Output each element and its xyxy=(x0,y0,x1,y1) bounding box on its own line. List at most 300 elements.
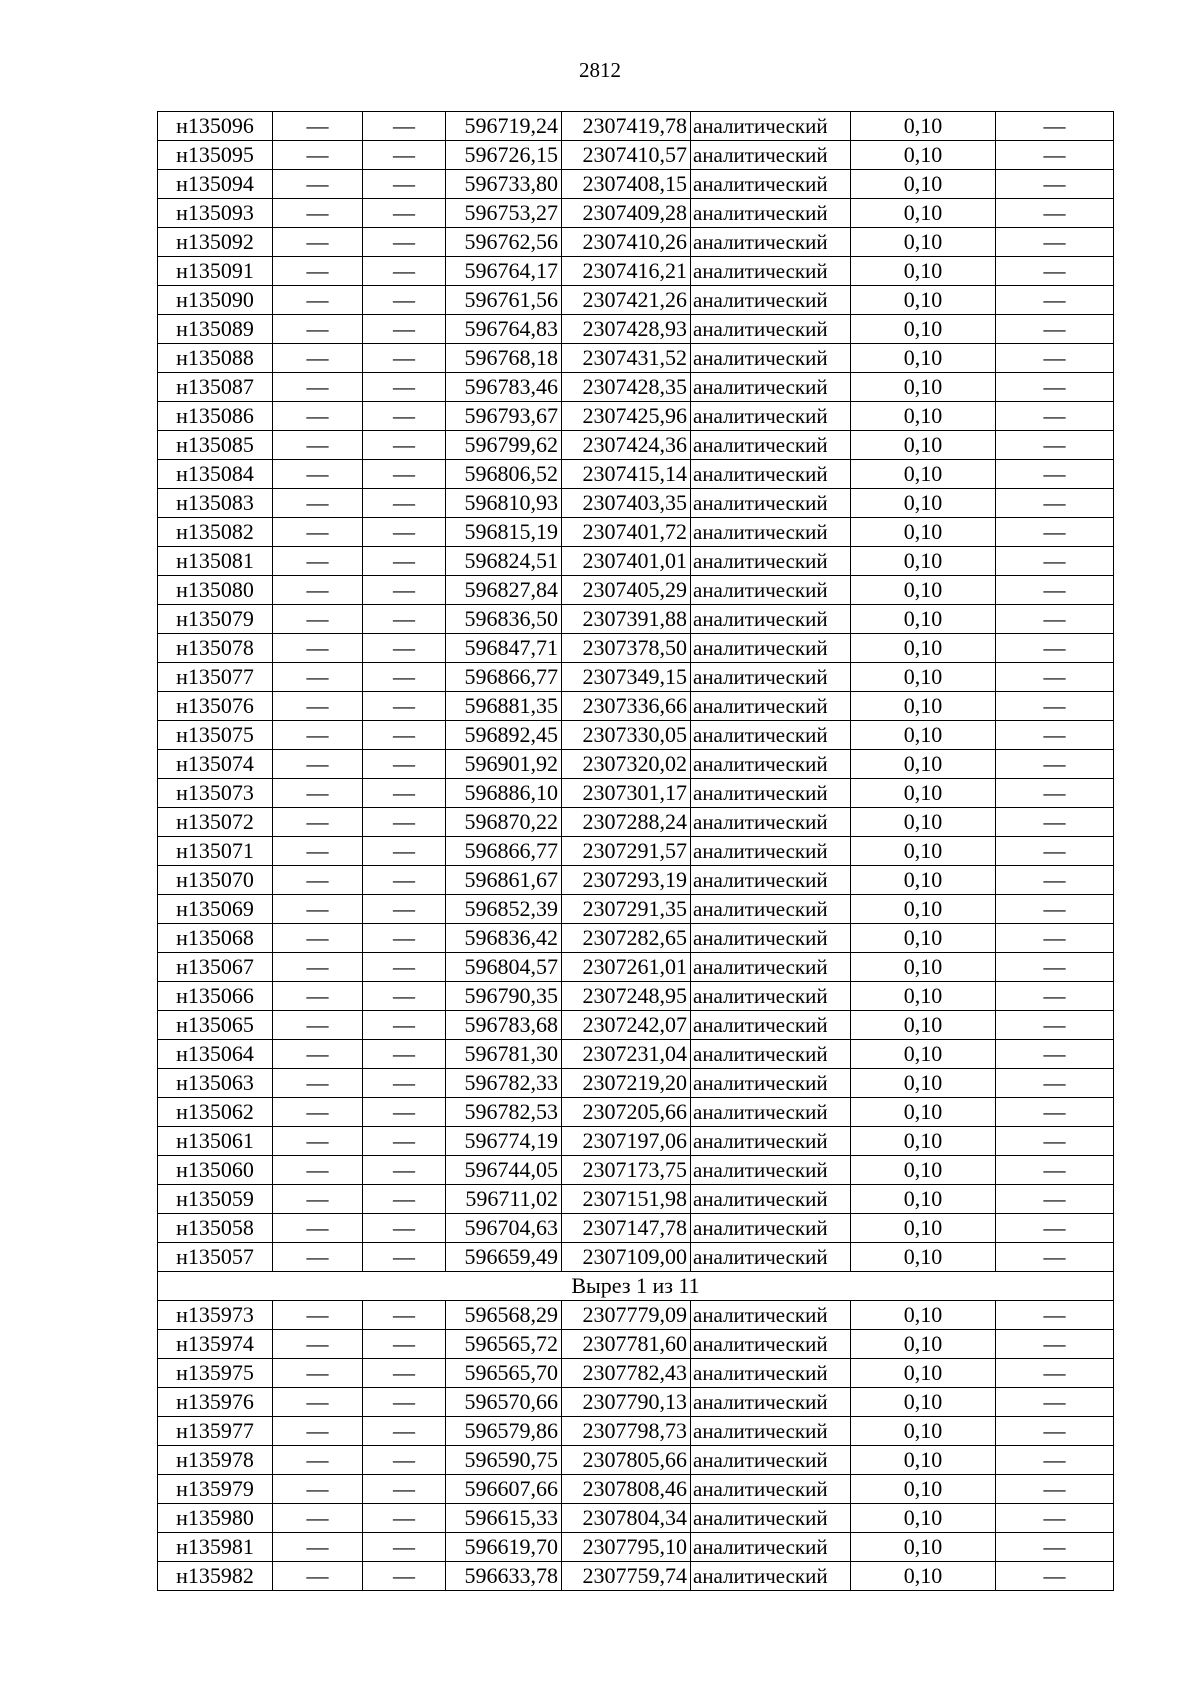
y-coordinate-cell: 2307219,20 xyxy=(562,1069,691,1098)
y-coordinate-cell: 2307431,52 xyxy=(562,344,691,373)
point-id-cell: н135077 xyxy=(158,663,273,692)
precision-cell: 0,10 xyxy=(851,663,996,692)
table-row xyxy=(158,141,1114,170)
x-coordinate-cell: 596719,24 xyxy=(446,112,562,141)
y-coordinate-cell: 2307415,14 xyxy=(562,460,691,489)
precision-cell: 0,10 xyxy=(851,1301,996,1330)
dash-cell: — xyxy=(996,1504,1114,1533)
dash-cell: — xyxy=(363,373,446,402)
dash-cell: — xyxy=(363,431,446,460)
x-coordinate-cell: 596866,77 xyxy=(446,663,562,692)
dash-cell: — xyxy=(273,402,363,431)
precision-cell: 0,10 xyxy=(851,1040,996,1069)
x-coordinate-cell: 596870,22 xyxy=(446,808,562,837)
point-id-cell: н135076 xyxy=(158,692,273,721)
y-coordinate-cell: 2307410,57 xyxy=(562,141,691,170)
point-id-cell: н135079 xyxy=(158,605,273,634)
x-coordinate-cell: 596892,45 xyxy=(446,721,562,750)
y-coordinate-cell: 2307291,35 xyxy=(562,895,691,924)
precision-cell: 0,10 xyxy=(851,1388,996,1417)
point-id-cell: н135976 xyxy=(158,1388,273,1417)
y-coordinate-cell: 2307349,15 xyxy=(562,663,691,692)
dash-cell: — xyxy=(363,402,446,431)
dash-cell: — xyxy=(996,634,1114,663)
dash-cell: — xyxy=(996,866,1114,895)
y-coordinate-cell: 2307336,66 xyxy=(562,692,691,721)
point-id-cell: н135081 xyxy=(158,547,273,576)
y-coordinate-cell: 2307808,46 xyxy=(562,1475,691,1504)
precision-cell: 0,10 xyxy=(851,1330,996,1359)
table-row xyxy=(158,721,1114,750)
precision-cell: 0,10 xyxy=(851,1446,996,1475)
method-cell: аналитический xyxy=(691,808,851,837)
point-id-cell: н135060 xyxy=(158,1156,273,1185)
method-cell: аналитический xyxy=(691,866,851,895)
dash-cell: — xyxy=(363,721,446,750)
dash-cell: — xyxy=(363,344,446,373)
x-coordinate-cell: 596781,30 xyxy=(446,1040,562,1069)
dash-cell: — xyxy=(996,1417,1114,1446)
dash-cell: — xyxy=(996,518,1114,547)
method-cell: аналитический xyxy=(691,634,851,663)
dash-cell: — xyxy=(363,1011,446,1040)
y-coordinate-cell: 2307288,24 xyxy=(562,808,691,837)
dash-cell: — xyxy=(273,1475,363,1504)
dash-cell: — xyxy=(996,808,1114,837)
point-id-cell: н135070 xyxy=(158,866,273,895)
dash-cell: — xyxy=(273,199,363,228)
precision-cell: 0,10 xyxy=(851,953,996,982)
table-row xyxy=(158,1069,1114,1098)
point-id-cell: н135071 xyxy=(158,837,273,866)
dash-cell: — xyxy=(996,344,1114,373)
dash-cell: — xyxy=(363,1475,446,1504)
x-coordinate-cell: 596861,67 xyxy=(446,866,562,895)
x-coordinate-cell: 596704,63 xyxy=(446,1214,562,1243)
dash-cell: — xyxy=(996,953,1114,982)
x-coordinate-cell: 596782,33 xyxy=(446,1069,562,1098)
method-cell: аналитический xyxy=(691,1069,851,1098)
table-row xyxy=(158,1330,1114,1359)
method-cell: аналитический xyxy=(691,779,851,808)
table-row xyxy=(158,837,1114,866)
table-row xyxy=(158,518,1114,547)
point-id-cell: н135090 xyxy=(158,286,273,315)
dash-cell: — xyxy=(363,1127,446,1156)
dash-cell: — xyxy=(273,1156,363,1185)
dash-cell: — xyxy=(273,1098,363,1127)
dash-cell: — xyxy=(363,1301,446,1330)
y-coordinate-cell: 2307421,26 xyxy=(562,286,691,315)
point-id-cell: н135088 xyxy=(158,344,273,373)
dash-cell: — xyxy=(273,1533,363,1562)
y-coordinate-cell: 2307795,10 xyxy=(562,1533,691,1562)
point-id-cell: н135069 xyxy=(158,895,273,924)
method-cell: аналитический xyxy=(691,982,851,1011)
dash-cell: — xyxy=(363,837,446,866)
dash-cell: — xyxy=(363,518,446,547)
dash-cell: — xyxy=(996,1098,1114,1127)
y-coordinate-cell: 2307173,75 xyxy=(562,1156,691,1185)
point-id-cell: н135096 xyxy=(158,112,273,141)
x-coordinate-cell: 596565,70 xyxy=(446,1359,562,1388)
y-coordinate-cell: 2307790,13 xyxy=(562,1388,691,1417)
point-id-cell: н135059 xyxy=(158,1185,273,1214)
x-coordinate-cell: 596768,18 xyxy=(446,344,562,373)
x-coordinate-cell: 596793,67 xyxy=(446,402,562,431)
dash-cell: — xyxy=(363,489,446,518)
x-coordinate-cell: 596590,75 xyxy=(446,1446,562,1475)
dash-cell: — xyxy=(996,1243,1114,1272)
dash-cell: — xyxy=(363,924,446,953)
dash-cell: — xyxy=(273,1011,363,1040)
dash-cell: — xyxy=(273,315,363,344)
precision-cell: 0,10 xyxy=(851,489,996,518)
point-id-cell: н135094 xyxy=(158,170,273,199)
dash-cell: — xyxy=(363,1417,446,1446)
method-cell: аналитический xyxy=(691,1533,851,1562)
precision-cell: 0,10 xyxy=(851,112,996,141)
x-coordinate-cell: 596824,51 xyxy=(446,547,562,576)
table-row xyxy=(158,1098,1114,1127)
dash-cell: — xyxy=(273,170,363,199)
x-coordinate-cell: 596764,17 xyxy=(446,257,562,286)
point-id-cell: н135072 xyxy=(158,808,273,837)
precision-cell: 0,10 xyxy=(851,895,996,924)
dash-cell: — xyxy=(363,692,446,721)
point-id-cell: н135078 xyxy=(158,634,273,663)
dash-cell: — xyxy=(273,692,363,721)
point-id-cell: н135091 xyxy=(158,257,273,286)
dash-cell: — xyxy=(996,1214,1114,1243)
method-cell: аналитический xyxy=(691,257,851,286)
dash-cell: — xyxy=(996,547,1114,576)
dash-cell: — xyxy=(996,112,1114,141)
dash-cell: — xyxy=(273,576,363,605)
table-body-cutout xyxy=(158,1301,1114,1591)
y-coordinate-cell: 2307242,07 xyxy=(562,1011,691,1040)
point-id-cell: н135084 xyxy=(158,460,273,489)
point-id-cell: н135085 xyxy=(158,431,273,460)
method-cell: аналитический xyxy=(691,228,851,257)
dash-cell: — xyxy=(363,779,446,808)
dash-cell: — xyxy=(996,402,1114,431)
y-coordinate-cell: 2307248,95 xyxy=(562,982,691,1011)
dash-cell: — xyxy=(273,1446,363,1475)
dash-cell: — xyxy=(363,1330,446,1359)
x-coordinate-cell: 596761,56 xyxy=(446,286,562,315)
precision-cell: 0,10 xyxy=(851,1069,996,1098)
precision-cell: 0,10 xyxy=(851,1127,996,1156)
method-cell: аналитический xyxy=(691,1417,851,1446)
y-coordinate-cell: 2307197,06 xyxy=(562,1127,691,1156)
x-coordinate-cell: 596607,66 xyxy=(446,1475,562,1504)
dash-cell: — xyxy=(996,1040,1114,1069)
x-coordinate-cell: 596579,86 xyxy=(446,1417,562,1446)
dash-cell: — xyxy=(996,199,1114,228)
precision-cell: 0,10 xyxy=(851,257,996,286)
y-coordinate-cell: 2307378,50 xyxy=(562,634,691,663)
y-coordinate-cell: 2307405,29 xyxy=(562,576,691,605)
dash-cell: — xyxy=(273,489,363,518)
dash-cell: — xyxy=(363,634,446,663)
y-coordinate-cell: 2307424,36 xyxy=(562,431,691,460)
dash-cell: — xyxy=(363,1243,446,1272)
y-coordinate-cell: 2307301,17 xyxy=(562,779,691,808)
table-row xyxy=(158,373,1114,402)
precision-cell: 0,10 xyxy=(851,982,996,1011)
dash-cell: — xyxy=(996,663,1114,692)
dash-cell: — xyxy=(996,721,1114,750)
dash-cell: — xyxy=(363,1098,446,1127)
dash-cell: — xyxy=(363,199,446,228)
table-row xyxy=(158,228,1114,257)
x-coordinate-cell: 596762,56 xyxy=(446,228,562,257)
method-cell: аналитический xyxy=(691,1475,851,1504)
dash-cell: — xyxy=(273,779,363,808)
dash-cell: — xyxy=(363,895,446,924)
dash-cell: — xyxy=(363,1562,446,1591)
dash-cell: — xyxy=(363,982,446,1011)
y-coordinate-cell: 2307205,66 xyxy=(562,1098,691,1127)
precision-cell: 0,10 xyxy=(851,721,996,750)
table-row xyxy=(158,1040,1114,1069)
point-id-cell: н135975 xyxy=(158,1359,273,1388)
method-cell: аналитический xyxy=(691,402,851,431)
y-coordinate-cell: 2307419,78 xyxy=(562,112,691,141)
dash-cell: — xyxy=(273,924,363,953)
dash-cell: — xyxy=(273,634,363,663)
precision-cell: 0,10 xyxy=(851,1243,996,1272)
dash-cell: — xyxy=(996,1533,1114,1562)
precision-cell: 0,10 xyxy=(851,1185,996,1214)
dash-cell: — xyxy=(996,837,1114,866)
precision-cell: 0,10 xyxy=(851,837,996,866)
method-cell: аналитический xyxy=(691,1214,851,1243)
dash-cell: — xyxy=(363,1533,446,1562)
table-row xyxy=(158,1214,1114,1243)
table-row xyxy=(158,402,1114,431)
table-row xyxy=(158,779,1114,808)
x-coordinate-cell: 596836,42 xyxy=(446,924,562,953)
dash-cell: — xyxy=(363,750,446,779)
method-cell: аналитический xyxy=(691,1330,851,1359)
dash-cell: — xyxy=(273,605,363,634)
dash-cell: — xyxy=(363,112,446,141)
point-id-cell: н135075 xyxy=(158,721,273,750)
precision-cell: 0,10 xyxy=(851,634,996,663)
point-id-cell: н135974 xyxy=(158,1330,273,1359)
x-coordinate-cell: 596783,46 xyxy=(446,373,562,402)
x-coordinate-cell: 596633,78 xyxy=(446,1562,562,1591)
precision-cell: 0,10 xyxy=(851,1011,996,1040)
table-row xyxy=(158,1504,1114,1533)
method-cell: аналитический xyxy=(691,1156,851,1185)
table-row xyxy=(158,750,1114,779)
dash-cell: — xyxy=(996,1301,1114,1330)
y-coordinate-cell: 2307261,01 xyxy=(562,953,691,982)
x-coordinate-cell: 596570,66 xyxy=(446,1388,562,1417)
point-id-cell: н135073 xyxy=(158,779,273,808)
precision-cell: 0,10 xyxy=(851,1562,996,1591)
dash-cell: — xyxy=(273,953,363,982)
dash-cell: — xyxy=(996,1069,1114,1098)
method-cell: аналитический xyxy=(691,895,851,924)
dash-cell: — xyxy=(363,866,446,895)
dash-cell: — xyxy=(363,1185,446,1214)
dash-cell: — xyxy=(363,576,446,605)
x-coordinate-cell: 596815,19 xyxy=(446,518,562,547)
x-coordinate-cell: 596744,05 xyxy=(446,1156,562,1185)
y-coordinate-cell: 2307109,00 xyxy=(562,1243,691,1272)
dash-cell: — xyxy=(996,257,1114,286)
method-cell: аналитический xyxy=(691,953,851,982)
point-id-cell: н135979 xyxy=(158,1475,273,1504)
method-cell: аналитический xyxy=(691,663,851,692)
table-section-header xyxy=(158,1272,1114,1301)
dash-cell: — xyxy=(273,1504,363,1533)
method-cell: аналитический xyxy=(691,286,851,315)
dash-cell: — xyxy=(363,1069,446,1098)
dash-cell: — xyxy=(363,663,446,692)
dash-cell: — xyxy=(273,837,363,866)
y-coordinate-cell: 2307291,57 xyxy=(562,837,691,866)
table-row xyxy=(158,1127,1114,1156)
precision-cell: 0,10 xyxy=(851,402,996,431)
dash-cell: — xyxy=(363,808,446,837)
dash-cell: — xyxy=(996,431,1114,460)
y-coordinate-cell: 2307804,34 xyxy=(562,1504,691,1533)
coordinates-table xyxy=(157,111,1114,1591)
dash-cell: — xyxy=(273,1214,363,1243)
precision-cell: 0,10 xyxy=(851,576,996,605)
point-id-cell: н135980 xyxy=(158,1504,273,1533)
x-coordinate-cell: 596711,02 xyxy=(446,1185,562,1214)
precision-cell: 0,10 xyxy=(851,779,996,808)
point-id-cell: н135083 xyxy=(158,489,273,518)
precision-cell: 0,10 xyxy=(851,750,996,779)
dash-cell: — xyxy=(273,112,363,141)
x-coordinate-cell: 596804,57 xyxy=(446,953,562,982)
method-cell: аналитический xyxy=(691,1504,851,1533)
dash-cell: — xyxy=(273,518,363,547)
method-cell: аналитический xyxy=(691,1011,851,1040)
method-cell: аналитический xyxy=(691,170,851,199)
point-id-cell: н135066 xyxy=(158,982,273,1011)
dash-cell: — xyxy=(996,924,1114,953)
dash-cell: — xyxy=(273,721,363,750)
method-cell: аналитический xyxy=(691,576,851,605)
page-number: 2812 xyxy=(579,58,621,82)
y-coordinate-cell: 2307428,35 xyxy=(562,373,691,402)
point-id-cell: н135074 xyxy=(158,750,273,779)
dash-cell: — xyxy=(363,1214,446,1243)
point-id-cell: н135063 xyxy=(158,1069,273,1098)
y-coordinate-cell: 2307231,04 xyxy=(562,1040,691,1069)
y-coordinate-cell: 2307416,21 xyxy=(562,257,691,286)
dash-cell: — xyxy=(363,1446,446,1475)
dash-cell: — xyxy=(996,1330,1114,1359)
x-coordinate-cell: 596852,39 xyxy=(446,895,562,924)
table-row xyxy=(158,112,1114,141)
method-cell: аналитический xyxy=(691,837,851,866)
point-id-cell: н135057 xyxy=(158,1243,273,1272)
y-coordinate-cell: 2307403,35 xyxy=(562,489,691,518)
dash-cell: — xyxy=(996,692,1114,721)
table-row xyxy=(158,1185,1114,1214)
x-coordinate-cell: 596847,71 xyxy=(446,634,562,663)
method-cell: аналитический xyxy=(691,1243,851,1272)
dash-cell: — xyxy=(273,1185,363,1214)
point-id-cell: н135092 xyxy=(158,228,273,257)
point-id-cell: н135067 xyxy=(158,953,273,982)
table-row xyxy=(158,344,1114,373)
table-row xyxy=(158,199,1114,228)
y-coordinate-cell: 2307425,96 xyxy=(562,402,691,431)
precision-cell: 0,10 xyxy=(851,460,996,489)
method-cell: аналитический xyxy=(691,1446,851,1475)
dash-cell: — xyxy=(996,1388,1114,1417)
x-coordinate-cell: 596753,27 xyxy=(446,199,562,228)
dash-cell: — xyxy=(996,576,1114,605)
dash-cell: — xyxy=(273,982,363,1011)
table-row xyxy=(158,1243,1114,1272)
method-cell: аналитический xyxy=(691,141,851,170)
precision-cell: 0,10 xyxy=(851,866,996,895)
dash-cell: — xyxy=(273,460,363,489)
method-cell: аналитический xyxy=(691,1040,851,1069)
point-id-cell: н135973 xyxy=(158,1301,273,1330)
point-id-cell: н135087 xyxy=(158,373,273,402)
dash-cell: — xyxy=(996,1562,1114,1591)
method-cell: аналитический xyxy=(691,518,851,547)
dash-cell: — xyxy=(273,1562,363,1591)
dash-cell: — xyxy=(363,286,446,315)
table-row xyxy=(158,924,1114,953)
precision-cell: 0,10 xyxy=(851,547,996,576)
dash-cell: — xyxy=(996,315,1114,344)
precision-cell: 0,10 xyxy=(851,1156,996,1185)
y-coordinate-cell: 2307782,43 xyxy=(562,1359,691,1388)
method-cell: аналитический xyxy=(691,489,851,518)
y-coordinate-cell: 2307805,66 xyxy=(562,1446,691,1475)
y-coordinate-cell: 2307408,15 xyxy=(562,170,691,199)
x-coordinate-cell: 596659,49 xyxy=(446,1243,562,1272)
method-cell: аналитический xyxy=(691,373,851,402)
y-coordinate-cell: 2307759,74 xyxy=(562,1562,691,1591)
dash-cell: — xyxy=(996,286,1114,315)
precision-cell: 0,10 xyxy=(851,373,996,402)
method-cell: аналитический xyxy=(691,721,851,750)
dash-cell: — xyxy=(273,808,363,837)
x-coordinate-cell: 596827,84 xyxy=(446,576,562,605)
y-coordinate-cell: 2307410,26 xyxy=(562,228,691,257)
table-row xyxy=(158,1011,1114,1040)
table-body-main xyxy=(158,112,1114,1272)
dash-cell: — xyxy=(996,170,1114,199)
point-id-cell: н135064 xyxy=(158,1040,273,1069)
dash-cell: — xyxy=(273,344,363,373)
y-coordinate-cell: 2307779,09 xyxy=(562,1301,691,1330)
table-row xyxy=(158,315,1114,344)
y-coordinate-cell: 2307409,28 xyxy=(562,199,691,228)
point-id-cell: н135093 xyxy=(158,199,273,228)
precision-cell: 0,10 xyxy=(851,1214,996,1243)
table-row xyxy=(158,1475,1114,1504)
method-cell: аналитический xyxy=(691,692,851,721)
table-row xyxy=(158,953,1114,982)
method-cell: аналитический xyxy=(691,1185,851,1214)
